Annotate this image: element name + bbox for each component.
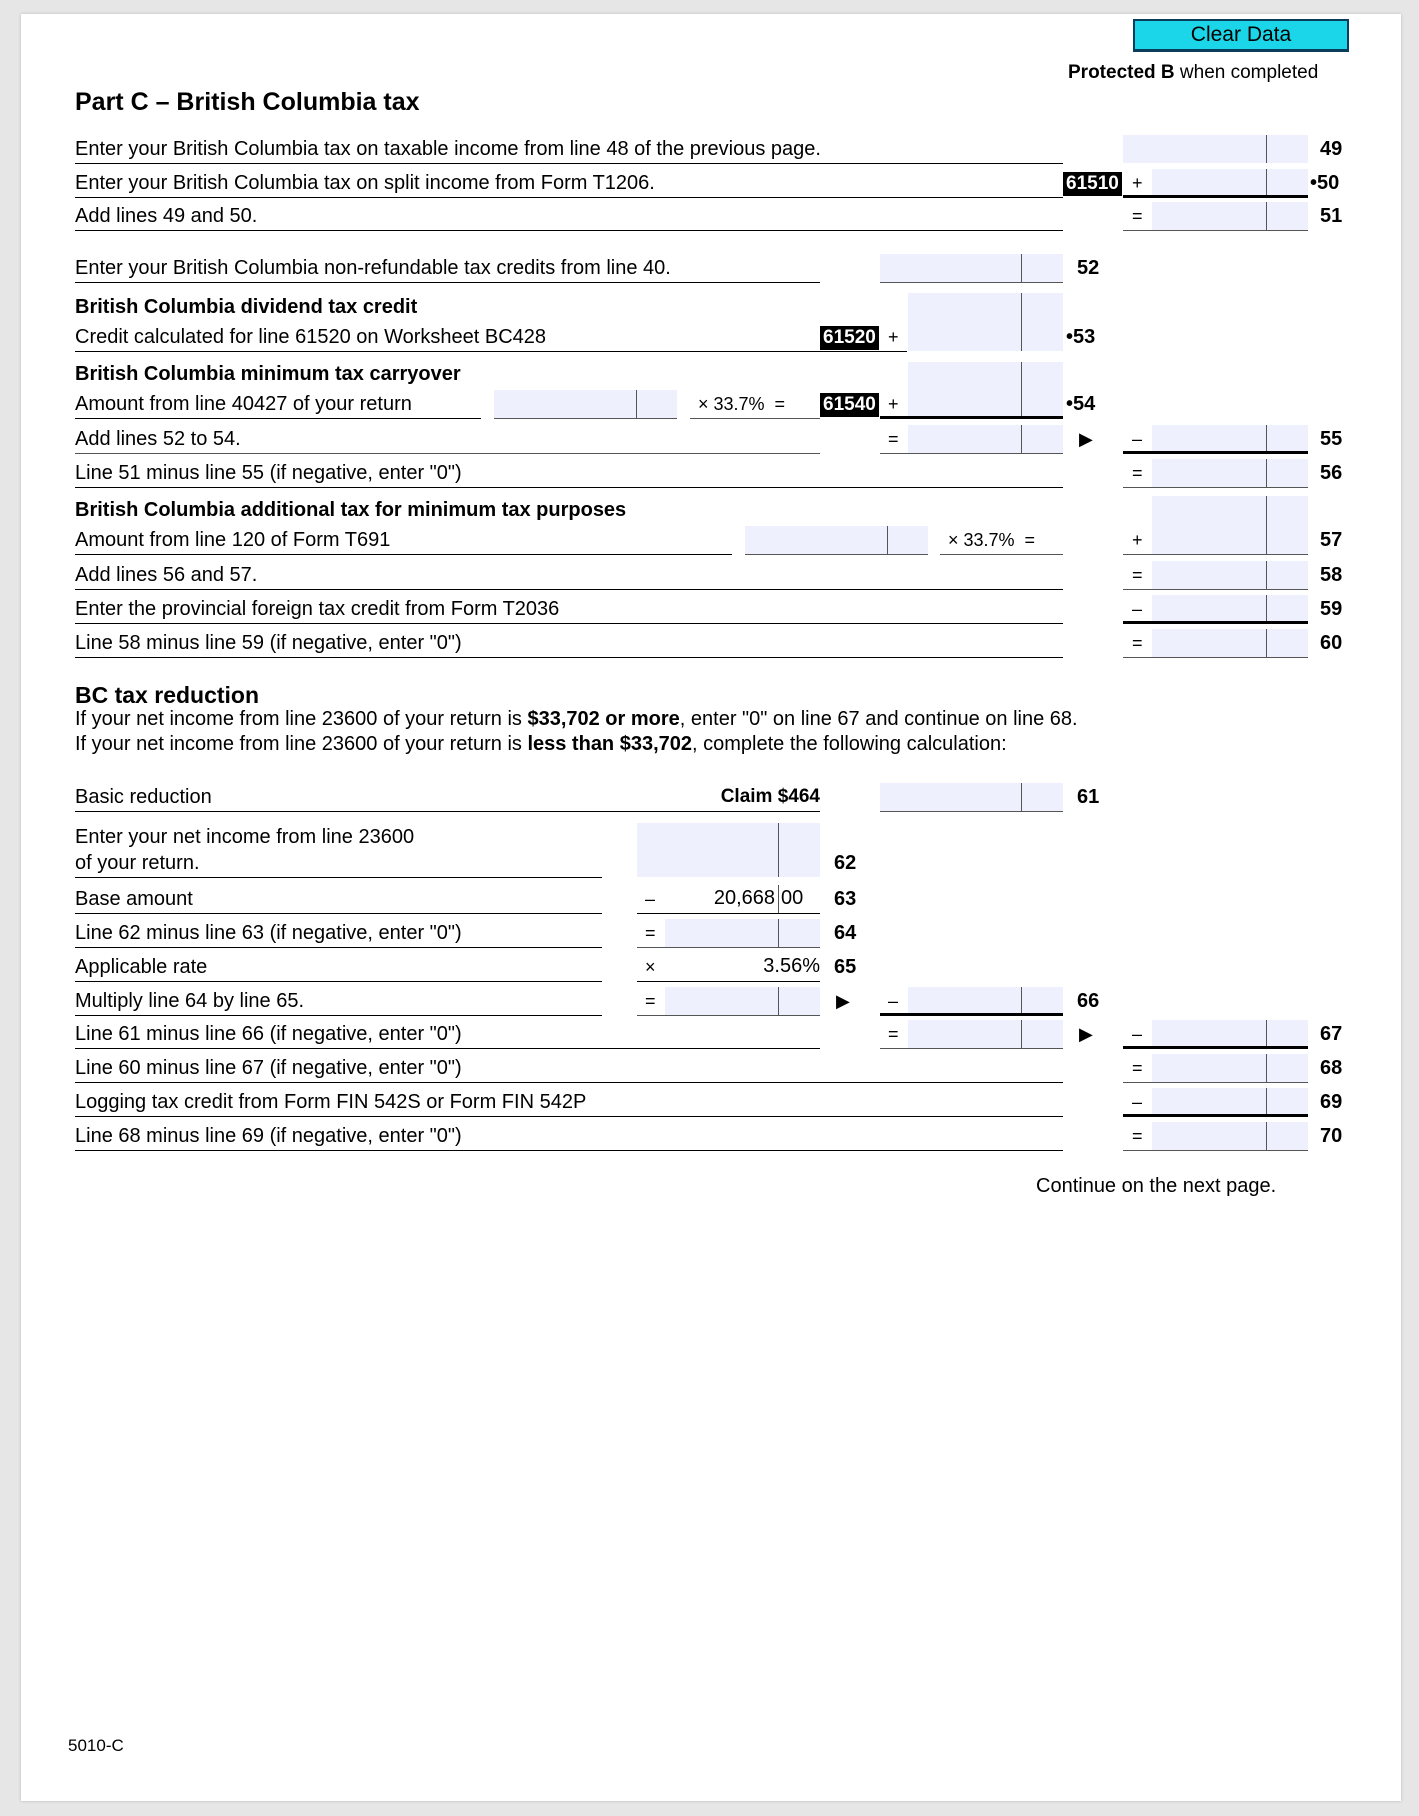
operator: + [1132, 173, 1143, 193]
line-label: Amount from line 40427 of your return [75, 393, 412, 415]
arrow-right-icon: ▶ [836, 991, 850, 1011]
line-56-input[interactable] [1152, 459, 1308, 487]
line-label: Enter your British Columbia non-refundable tax credits from line 40. [75, 257, 671, 279]
operator: – [1132, 1024, 1143, 1044]
line-number: 59 [1320, 598, 1343, 620]
line-number: •54 [1066, 393, 1096, 415]
line-50 [0, 164, 1419, 198]
operator: – [645, 889, 656, 909]
line-59 [0, 590, 1419, 624]
operator: + [1132, 530, 1143, 550]
line-58 [0, 556, 1419, 590]
line-66-input[interactable] [908, 987, 1063, 1015]
clear-data-button[interactable]: Clear Data [1133, 19, 1349, 52]
line-number: 65 [834, 956, 857, 978]
operator: – [1132, 429, 1143, 449]
line-label: Credit calculated for line 61520 on Worksheet BC428 [75, 326, 547, 348]
line-61 [0, 778, 1419, 812]
operator: = [1132, 463, 1143, 483]
line-label: Add lines 49 and 50. [75, 205, 258, 227]
line-number: •53 [1066, 326, 1096, 348]
operator: = [1132, 1058, 1143, 1078]
line-54-input[interactable] [908, 362, 1063, 418]
multiplier: × 33.7% = [698, 394, 786, 414]
operator: – [888, 991, 899, 1011]
line-60-input[interactable] [1152, 629, 1308, 657]
base-amount-cents: 00 [781, 887, 804, 909]
protected-b-suffix: when completed [1174, 62, 1319, 83]
protected-b-label: Protected B [1068, 62, 1175, 83]
line-68-input[interactable] [1152, 1054, 1308, 1082]
line-label: of your return. [75, 852, 200, 874]
reduction-instruction-1 [75, 708, 1078, 731]
line-number: 56 [1320, 462, 1343, 484]
protected-b-notice [1068, 62, 1318, 84]
line-number: 52 [1077, 257, 1100, 279]
claim-amount: Claim $464 [720, 786, 820, 807]
line-61-input[interactable] [880, 783, 1063, 811]
line-label: Enter your net income from line 23600 [75, 826, 415, 848]
line-64-input[interactable] [665, 919, 820, 947]
operator: = [1132, 1126, 1143, 1146]
line-label: Line 58 minus line 59 (if negative, enter "0") [75, 632, 462, 654]
line-label: Line 62 minus line 63 (if negative, enter "0") [75, 922, 462, 944]
line-label: Enter your British Columbia tax on taxable income from line 48 of the previous page. [75, 138, 821, 160]
text: If your net income from line 23600 of your return is [75, 733, 528, 755]
section-title: British Columbia minimum tax carryover [75, 363, 461, 385]
multiplier: × 33.7% = [948, 530, 1036, 550]
line-55-input[interactable] [1152, 425, 1308, 453]
operator: = [1132, 565, 1143, 585]
line-number: 70 [1320, 1125, 1343, 1147]
operator: = [888, 429, 899, 449]
line-68 [0, 1049, 1419, 1083]
line-49-input[interactable] [1123, 135, 1308, 163]
line-52 [0, 249, 1419, 283]
line-label: Basic reduction [75, 786, 212, 808]
threshold: less than $33,702 [527, 733, 693, 755]
line-label: Multiply line 64 by line 65. [75, 990, 305, 1012]
text: , enter "0" on line 67 and continue on line 68. [679, 708, 1078, 730]
form-id: 5010-C [68, 1736, 124, 1755]
line-number: 49 [1320, 138, 1343, 160]
line-49 [0, 130, 1419, 164]
line-55 [0, 420, 1419, 454]
line-number: 51 [1320, 205, 1343, 227]
line-label: Logging tax credit from Form FIN 542S or Form FIN 542P [75, 1091, 587, 1113]
line-57-input[interactable] [1152, 496, 1308, 554]
operator: × [645, 957, 656, 977]
continue-note: Continue on the next page. [1036, 1175, 1277, 1197]
line-60 [0, 624, 1419, 658]
text: , complete the following calculation: [692, 733, 1007, 755]
lines-52-54-total[interactable] [908, 425, 1063, 453]
line-number: 63 [834, 888, 857, 910]
line-number: 61 [1077, 786, 1100, 808]
line-50-input[interactable] [1152, 169, 1308, 197]
operator: = [888, 1024, 899, 1044]
line-67 [0, 1015, 1419, 1049]
line-66 [0, 982, 1419, 1016]
section-title: British Columbia dividend tax credit [75, 296, 418, 318]
line-label: Add lines 52 to 54. [75, 428, 241, 450]
line-61-minus-66-result[interactable] [908, 1020, 1063, 1048]
line-number: 58 [1320, 564, 1343, 586]
line-code: 61540 [820, 393, 879, 417]
operator: + [888, 394, 899, 414]
line-number: •50 [1310, 172, 1340, 194]
line-69-input[interactable] [1152, 1088, 1308, 1116]
line-53 [0, 290, 1419, 352]
line-57 [0, 493, 1419, 555]
line-52-input[interactable] [880, 254, 1063, 282]
line-number: 57 [1320, 529, 1343, 551]
operator: = [1132, 206, 1143, 226]
arrow-right-icon: ▶ [1079, 1024, 1093, 1044]
line-56 [0, 454, 1419, 488]
arrow-right-icon: ▶ [1079, 429, 1093, 449]
line-62-input[interactable] [637, 823, 820, 877]
reduction-title: BC tax reduction [75, 682, 260, 708]
operator: + [888, 327, 899, 347]
form-page [21, 14, 1401, 1801]
base-amount-dollars: 20,668 [713, 887, 775, 909]
line-label: Enter the provincial foreign tax credit from Form T2036 [75, 598, 560, 620]
operator: = [645, 991, 656, 1011]
operator: – [1132, 599, 1143, 619]
line-59-input[interactable] [1152, 595, 1308, 623]
line-62 [0, 822, 1419, 878]
line-64x65-result[interactable] [665, 987, 820, 1015]
line-70-input[interactable] [1152, 1122, 1308, 1150]
line-number: 67 [1320, 1023, 1343, 1045]
line-label: Base amount [75, 888, 193, 910]
text: If your net income from line 23600 of your return is [75, 708, 528, 730]
part-title: Part C – British Columbia tax [75, 88, 420, 116]
line-number: 55 [1320, 428, 1343, 450]
line-code: 61510 [1063, 172, 1122, 196]
line-63 [0, 880, 1419, 914]
line-label: Line 51 minus line 55 (if negative, enter "0") [75, 462, 462, 484]
line-number: 64 [834, 922, 857, 944]
operator: = [1132, 633, 1143, 653]
line-53-input[interactable] [908, 293, 1063, 351]
line-label: Line 60 minus line 67 (if negative, enter "0") [75, 1057, 462, 1079]
line-120-amount-input[interactable] [745, 526, 928, 554]
line-65 [0, 948, 1419, 982]
applicable-rate: 3.56% [763, 955, 820, 977]
line-number: 68 [1320, 1057, 1343, 1079]
line-51-input[interactable] [1152, 202, 1308, 230]
operator: – [1132, 1092, 1143, 1112]
line-number: 66 [1077, 990, 1100, 1012]
line-40427-amount-input[interactable] [494, 390, 677, 418]
line-code: 61520 [820, 326, 879, 350]
line-69 [0, 1083, 1419, 1117]
threshold: $33,702 or more [527, 708, 680, 730]
line-label: Line 61 minus line 66 (if negative, enter "0") [75, 1023, 462, 1045]
line-label: Add lines 56 and 57. [75, 564, 258, 586]
line-64 [0, 914, 1419, 948]
section-title: British Columbia additional tax for minimum tax purposes [75, 499, 627, 521]
line-label: Line 68 minus line 69 (if negative, enter "0") [75, 1125, 462, 1147]
reduction-instruction-2 [75, 733, 1007, 756]
line-number: 69 [1320, 1091, 1343, 1113]
line-67-input[interactable] [1152, 1020, 1308, 1048]
line-label: Enter your British Columbia tax on split income from Form T1206. [75, 172, 655, 194]
line-51 [0, 197, 1419, 231]
line-label: Applicable rate [75, 956, 208, 978]
line-70 [0, 1117, 1419, 1151]
line-54 [0, 357, 1419, 419]
line-58-input[interactable] [1152, 561, 1308, 589]
line-label: Amount from line 120 of Form T691 [75, 529, 391, 551]
line-number: 62 [834, 852, 857, 874]
line-number: 60 [1320, 632, 1343, 654]
operator: = [645, 923, 656, 943]
